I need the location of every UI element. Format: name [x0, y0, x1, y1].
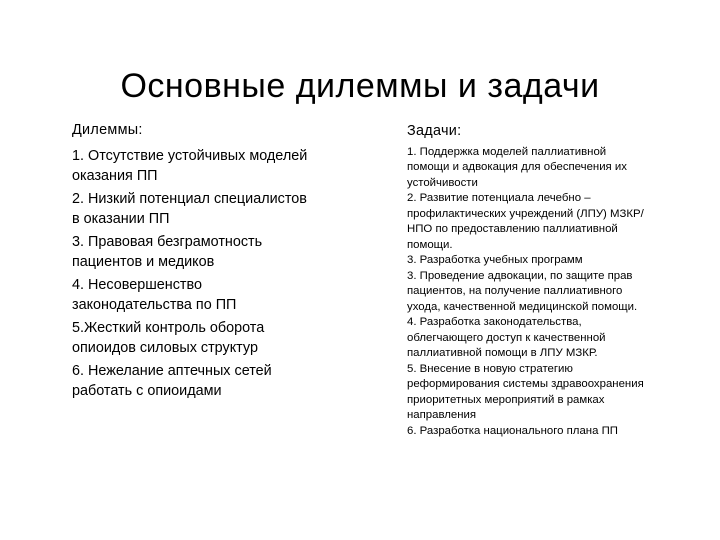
task-item: 3. Проведение адвокации, по защите прав пациентов, на получение паллиативного ухода, качественной медицинской помощи.	[407, 269, 638, 313]
dilemma-item: 1. Отсутствие устойчивых моделей оказания ПП	[72, 147, 308, 184]
task-item: 1. Поддержка моделей паллиативной помощи и адвокация для обеспечения их устойчивости	[407, 145, 627, 189]
tasks-heading: Задачи:	[407, 123, 462, 139]
dilemma-item: 2. Низкий потенциал специалистов в оказании ПП	[72, 190, 307, 227]
tasks-list	[407, 145, 647, 440]
dilemmas-column	[72, 120, 312, 404]
task-item: 2. Развитие потенциала лечебно – профилактических учреждений (ЛПУ) МЗКР/НПО по предоставлению паллиативной помощи.	[407, 192, 644, 251]
slide-title: Основные дилеммы и задачи	[120, 67, 600, 105]
dilemmas-heading: Дилеммы:	[72, 122, 143, 138]
task-item: 3. Разработка учебных программ	[407, 254, 583, 266]
task-item: 5. Внесение в новую стратегию реформирования системы здравоохранения приоритетных мероприятий в рамках направления	[407, 362, 644, 421]
task-item: 6. Разработка национального плана ПП	[407, 424, 618, 437]
task-item: 4. Разработка законодательства, облегчающего доступ к качественной паллиативной помощи в ЛПУ МЗКР.	[407, 316, 606, 359]
dilemma-item: 3. Правовая безграмотность пациентов и медиков	[72, 233, 263, 270]
dilemma-item: 5.Жесткий контроль оборота опиоидов силовых структур	[72, 319, 265, 356]
tasks-column	[407, 121, 647, 439]
dilemma-item: 4. Несовершенство законодательства по ПП	[72, 276, 237, 313]
dilemma-item: 6. Нежелание аптечных сетей работать с опиоидами	[72, 362, 272, 399]
